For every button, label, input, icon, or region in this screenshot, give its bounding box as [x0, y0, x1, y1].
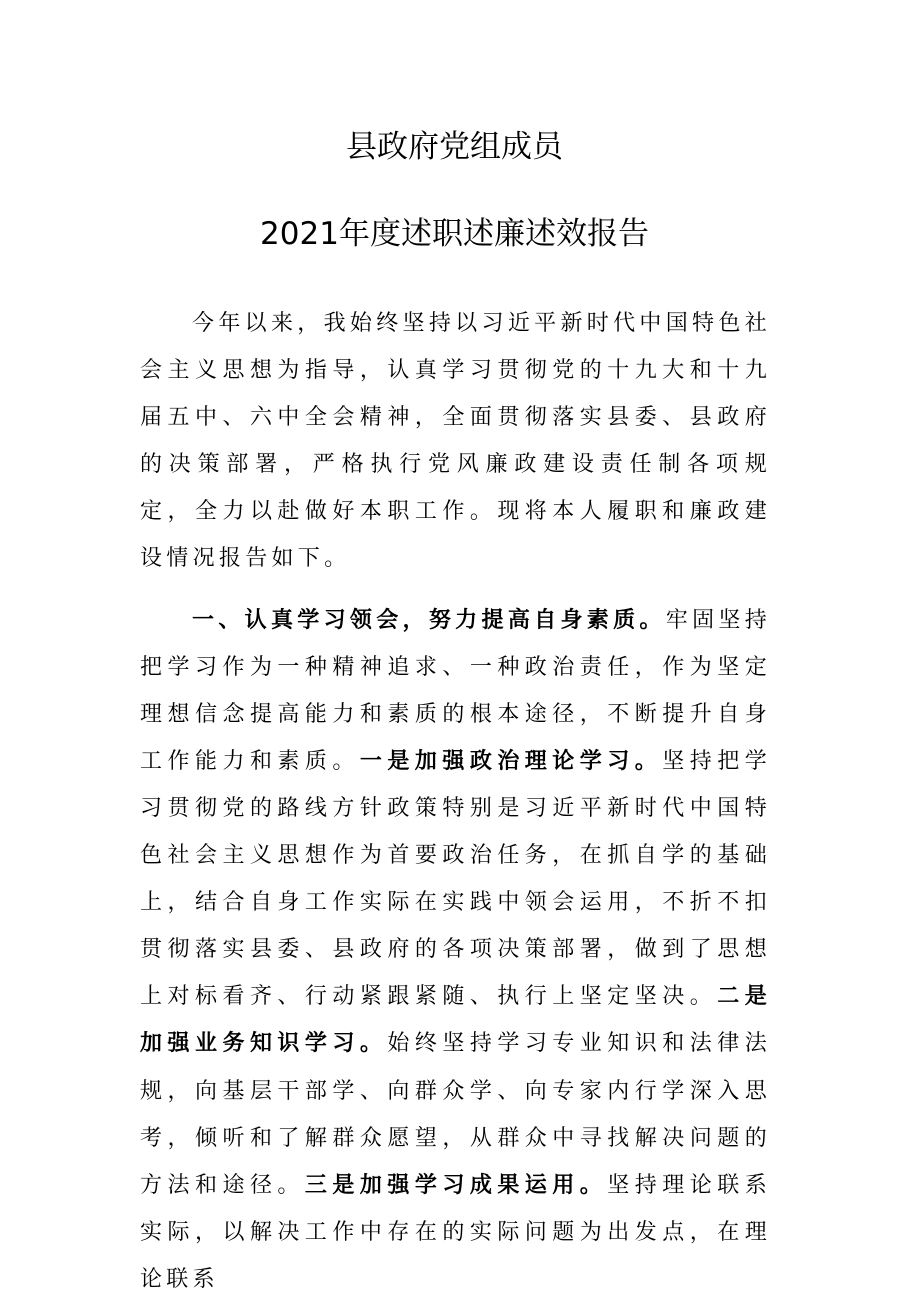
section1-text: 牢固坚持把学习作为一种精神追求、一种政治责任，作为坚定理想信念提高能力和素质的根本途径，不断提升自身工作能力和素质。: [140, 607, 772, 774]
document-body: [140, 300, 771, 1303]
point1-heading: 一是加强政治理论学习。: [359, 748, 663, 774]
point2-heading: 二是加强业务知识学习。: [140, 984, 771, 1057]
document-title-line1: 县政府党组成员: [346, 129, 563, 165]
point2-text: 始终坚持学习专业知识和法律法规，向基层干部学、向群众学、向专家内行学深入思考，倾听和了解群众愿望，从群众中寻找解决问题的方法和途径。: [140, 1031, 772, 1198]
section1-heading: 一、认真学习领会，努力提高自身素质。: [192, 607, 666, 633]
point3-text: 坚持理论联系实际，以解决工作中存在的实际问题为出发点，在理论联系: [140, 1172, 771, 1292]
point1-text: 坚持把学习贯彻党的路线方针政策特别是习近平新时代中国特色社会主义思想作为首要政治任务，在抓自学的基础上，结合自身工作实际在实践中领会运用，不折不扣贯彻落实县委、县政府的各项决策部署，做到了思想上对标看齐、行动紧跟紧随、执行上坚定坚决。: [140, 748, 771, 1010]
document-title-line2: 2021年度述职述廉述效报告: [260, 216, 649, 252]
intro-paragraph: 今年以来，我始终坚持以习近平新时代中国特色社会主义思想为指导，认真学习贯彻党的十九大和十九届五中、六中全会精神，全面贯彻落实县委、县政府的决策部署，严格执行党风廉政建设责任制各项规定，全力以赴做好本职工作。现将本人履职和廉政建设情况报告如下。: [140, 311, 771, 572]
point3-heading: 三是加强学习成果运用。: [304, 1172, 608, 1198]
section1-paragraph: [140, 597, 771, 1303]
